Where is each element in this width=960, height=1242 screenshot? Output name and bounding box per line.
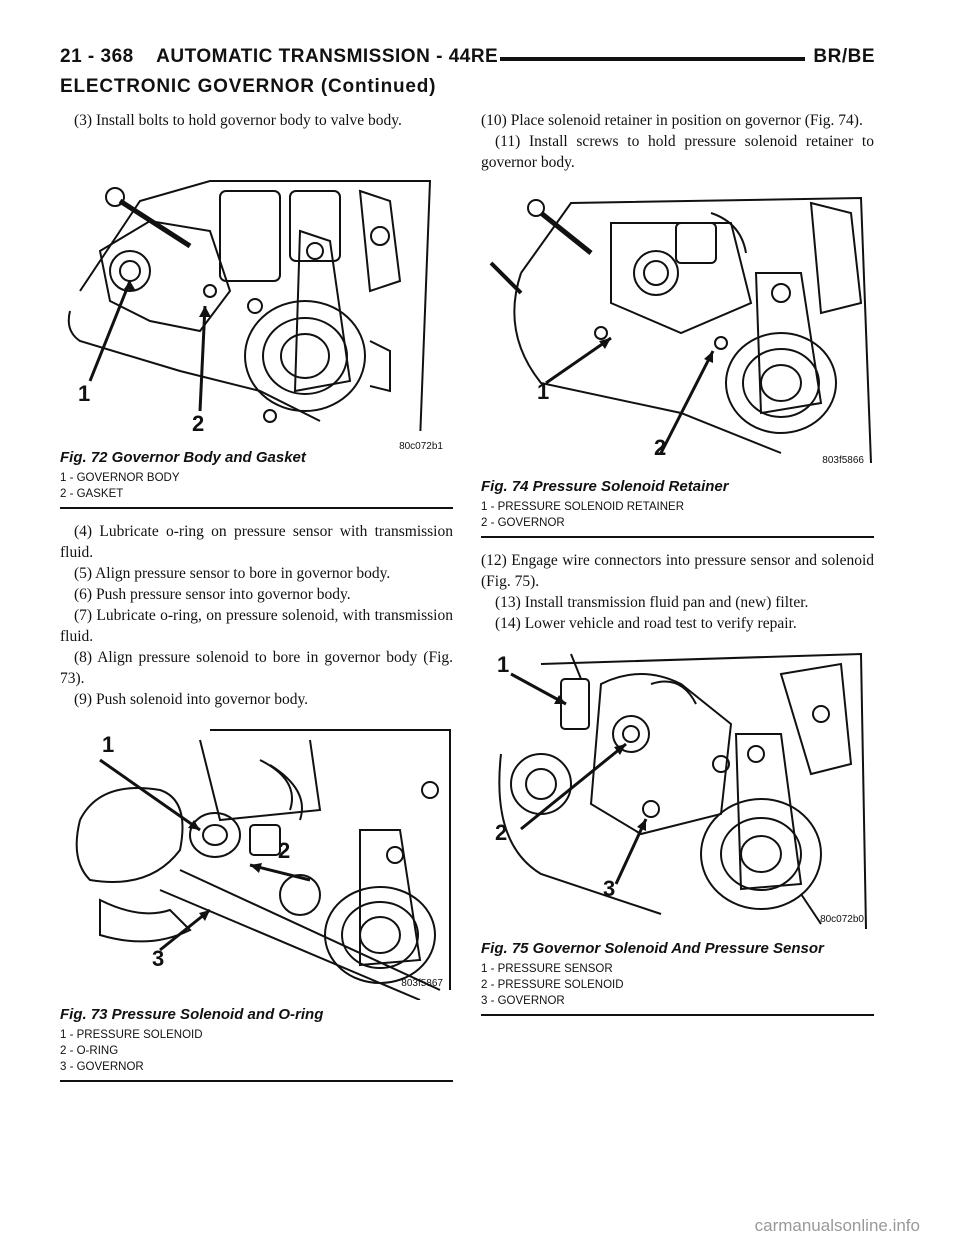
header-rule — [500, 57, 805, 61]
figure-code: 80c072b1 — [399, 441, 443, 452]
callout-2: 2 — [654, 435, 667, 460]
callout-1: 1 — [78, 381, 91, 406]
figure-73-illustration — [60, 720, 453, 1000]
legend-item: 2 - GASKET — [60, 488, 124, 500]
step-9: (9) Push solenoid into governor body. — [74, 691, 309, 708]
callout-1: 1 — [537, 379, 550, 404]
legend-item: 1 - PRESSURE SENSOR — [481, 963, 613, 975]
callout-2: 2 — [192, 411, 205, 436]
left-column — [60, 110, 453, 1094]
figure-73 — [60, 720, 453, 1000]
step-11: (11) Install screws to hold pressure solenoid retainer to governor body. — [481, 133, 874, 171]
legend-item: 3 - GOVERNOR — [481, 995, 565, 1007]
callout-2: 2 — [495, 820, 508, 845]
figure-74 — [481, 183, 874, 468]
figure-73-caption: Fig. 73 Pressure Solenoid and O-ring — [60, 1006, 324, 1023]
figure-rule — [60, 507, 453, 509]
leader-2 — [200, 306, 205, 411]
figure-72 — [60, 141, 453, 452]
figure-74-caption: Fig. 74 Pressure Solenoid Retainer — [481, 478, 729, 495]
step-12: (12) Engage wire connectors into pressure sensor and solenoid (Fig. 75). — [481, 552, 874, 590]
leader-1 — [100, 760, 200, 830]
callout-1: 1 — [497, 652, 510, 677]
step-4: (4) Lubricate o-ring on pressure sensor with transmission fluid. — [60, 523, 453, 561]
page-header — [60, 46, 875, 72]
legend-item: 1 - PRESSURE SOLENOID — [60, 1029, 203, 1041]
figure-72-illustration — [60, 141, 453, 431]
figure-75-legend — [481, 961, 874, 1009]
legend-item: 3 - GOVERNOR — [60, 1061, 144, 1073]
callout-1: 1 — [102, 732, 115, 757]
watermark: carmanualsonline.info — [754, 1216, 920, 1235]
leader-2 — [661, 351, 713, 453]
figure-72-legend — [60, 470, 453, 502]
figure-rule — [481, 536, 874, 538]
callout-3: 3 — [152, 946, 165, 971]
legend-item: 2 - GOVERNOR — [481, 517, 565, 529]
figure-74-illustration — [481, 183, 874, 468]
figure-74-legend — [481, 499, 874, 531]
figure-rule — [481, 1014, 874, 1016]
right-column — [481, 110, 874, 1028]
figure-73-legend — [60, 1027, 453, 1075]
section-title: ELECTRONIC GOVERNOR (Continued) — [60, 76, 437, 97]
figure-75-caption: Fig. 75 Governor Solenoid And Pressure Sensor — [481, 940, 824, 957]
step-10: (10) Place solenoid retainer in position on governor (Fig. 74). — [481, 112, 863, 129]
step-6: (6) Push pressure sensor into governor body. — [74, 586, 351, 603]
figure-75-illustration — [481, 644, 874, 934]
page-header-title: 21 - 368 AUTOMATIC TRANSMISSION - 44RE — [60, 46, 499, 67]
callout-2: 2 — [278, 838, 291, 863]
figure-rule — [60, 1080, 453, 1082]
legend-item: 2 - O-RING — [60, 1045, 119, 1057]
step-5: (5) Align pressure sensor to bore in governor body. — [74, 565, 391, 582]
page-header-model: BR/BE — [813, 46, 875, 67]
figure-code: 80c072b0 — [820, 914, 864, 925]
figure-code: 803f5867 — [401, 978, 443, 989]
step-14: (14) Lower vehicle and road test to verify repair. — [495, 615, 797, 632]
figure-75 — [481, 644, 874, 934]
figure-code: 803f5866 — [822, 455, 864, 466]
legend-item: 2 - PRESSURE SOLENOID — [481, 979, 624, 991]
step-13: (13) Install transmission fluid pan and (new) filter. — [495, 594, 809, 611]
leader-1 — [546, 338, 611, 383]
figure-72-caption: Fig. 72 Governor Body and Gasket — [60, 449, 306, 466]
callout-3: 3 — [603, 876, 616, 901]
step-3: (3) Install bolts to hold governor body to valve body. — [74, 112, 402, 129]
step-7: (7) Lubricate o-ring, on pressure solenoid, with transmission fluid. — [60, 607, 453, 645]
step-8: (8) Align pressure solenoid to bore in governor body (Fig. 73). — [60, 649, 453, 687]
legend-item: 1 - PRESSURE SOLENOID RETAINER — [481, 501, 684, 513]
legend-item: 1 - GOVERNOR BODY — [60, 472, 180, 484]
